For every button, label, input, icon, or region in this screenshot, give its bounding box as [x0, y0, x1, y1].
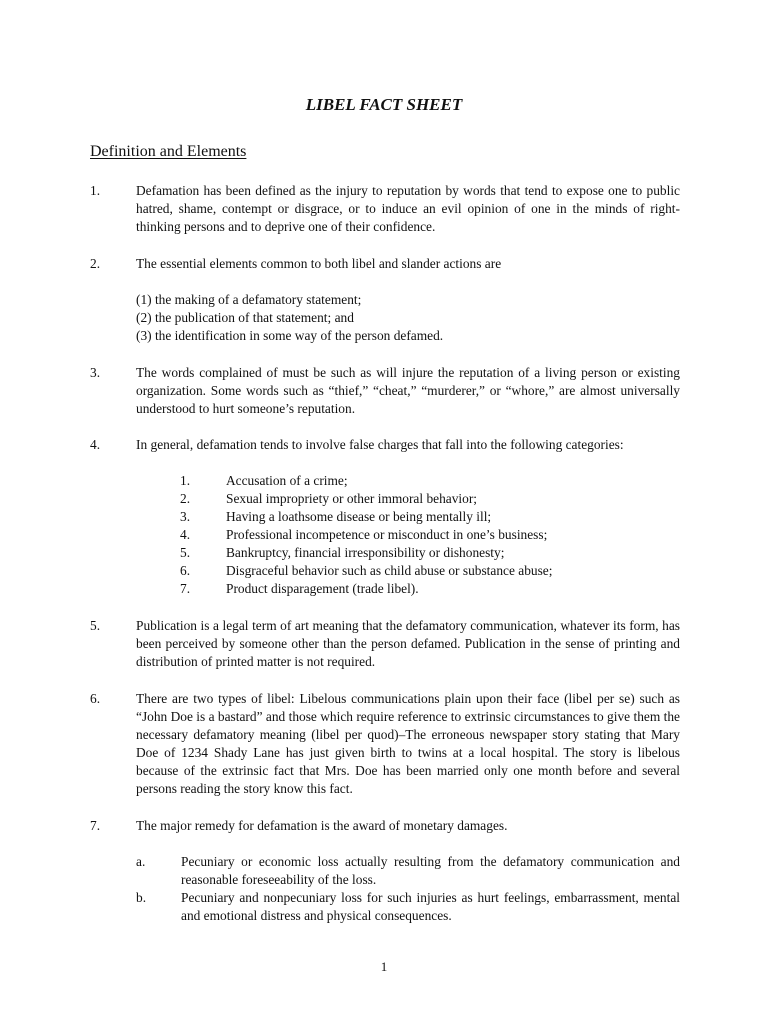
- list-item-number: 3.: [180, 509, 191, 524]
- list-item-text: Pecuniary or economic loss actually resulting from the defamatory communication and reasonable foreseeability of the loss.: [181, 854, 680, 887]
- list-item: [180, 508, 680, 526]
- paragraph-number: 5.: [90, 618, 101, 633]
- paragraph-text: The essential elements common to both libel and slander actions are: [136, 256, 502, 271]
- paragraph-5: [90, 617, 680, 671]
- list-item-letter: b.: [136, 890, 147, 905]
- paragraph-3: [90, 364, 680, 418]
- list-item: [136, 889, 680, 925]
- list-item: [180, 526, 680, 544]
- paragraph-text: The words complained of must be such as will injure the reputation of a living person or existing organization. Some words such as “thief,” “cheat,” “murderer,” or “whore,” are almost universally understood to hurt someone’s reputation.: [136, 365, 680, 416]
- paragraph-number: 2.: [90, 256, 101, 271]
- paragraph-text: There are two types of libel: Libelous communications plain upon their face (libel per se) such as “John Doe is a bastard” and those which require reference to extrinsic circumstances to give them the necessary defamatory meaning (libel per quod)–The erroneous newspaper story stating that Mary Doe of 1234 Shady Lane has just given birth to twins at a local hospital. The story is libelous because of the extrinsic fact that Mrs. Doe has been married only one month before and several persons reading the story know this fact.: [136, 691, 680, 796]
- paragraph-text: Publication is a legal term of art meaning that the defamatory communication, whatever its form, has been perceived by someone other than the person defamed. Publication in the sense of printing and distribution of printed matter is not required.: [136, 618, 680, 669]
- list-item-text: Accusation of a crime;: [226, 473, 348, 488]
- list-item-number: 2.: [180, 491, 191, 506]
- list-item-text: Sexual impropriety or other immoral behavior;: [226, 491, 478, 506]
- list-item: (2) the publication of that statement; and: [136, 310, 354, 325]
- list-item-text: Having a loathsome disease or being mentally ill;: [226, 509, 492, 524]
- list-item: [180, 544, 680, 562]
- list-item: [180, 490, 680, 508]
- list-item: (1) the making of a defamatory statement;: [136, 292, 362, 307]
- list-item: [180, 472, 680, 490]
- list-item: [136, 853, 680, 889]
- categories-list: [180, 472, 680, 598]
- paragraph-number: 7.: [90, 818, 101, 833]
- paragraph-number: 6.: [90, 691, 101, 706]
- paragraph-text: The major remedy for defamation is the award of monetary damages.: [136, 818, 508, 833]
- document-title: LIBEL FACT SHEET: [305, 95, 463, 114]
- list-item-text: Professional incompetence or misconduct in one’s business;: [226, 527, 548, 542]
- page-number: 1: [380, 959, 388, 974]
- list-item-text: Bankruptcy, financial irresponsibility or dishonesty;: [226, 545, 505, 560]
- list-item: [180, 562, 680, 580]
- paragraph-1: [90, 182, 680, 236]
- list-item: (3) the identification in some way of the person defamed.: [136, 328, 444, 343]
- paragraph-number: 3.: [90, 365, 101, 380]
- paragraph-2: [90, 255, 680, 273]
- list-item-number: 4.: [180, 527, 191, 542]
- list-item-number: 5.: [180, 545, 191, 560]
- paragraph-number: 1.: [90, 183, 101, 198]
- paragraph-7: [90, 817, 680, 835]
- list-item-text: Product disparagement (trade libel).: [226, 581, 419, 596]
- list-item-text: Disgraceful behavior such as child abuse or substance abuse;: [226, 563, 553, 578]
- list-item-number: 7.: [180, 581, 191, 596]
- list-item-number: 1.: [180, 473, 191, 488]
- paragraph-6: [90, 690, 680, 798]
- paragraph-number: 4.: [90, 437, 101, 452]
- remedies-list: [136, 853, 680, 925]
- paragraph-text: In general, defamation tends to involve false charges that fall into the following categories:: [136, 437, 624, 452]
- list-item-text: Pecuniary and nonpecuniary loss for such injuries as hurt feelings, embarrassment, mental and emotional distress and physical consequences.: [181, 890, 680, 923]
- list-item-number: 6.: [180, 563, 191, 578]
- elements-list: [136, 291, 696, 345]
- list-item-letter: a.: [136, 854, 146, 869]
- paragraph-4: [90, 436, 680, 454]
- paragraph-text: Defamation has been defined as the injury to reputation by words that tend to expose one to public hatred, shame, contempt or disgrace, or to induce an evil opinion of one in the minds of right-thinking persons and to deprive one of their confidence.: [136, 183, 680, 234]
- section-heading: Definition and Elements: [90, 143, 247, 160]
- list-item: [180, 580, 680, 598]
